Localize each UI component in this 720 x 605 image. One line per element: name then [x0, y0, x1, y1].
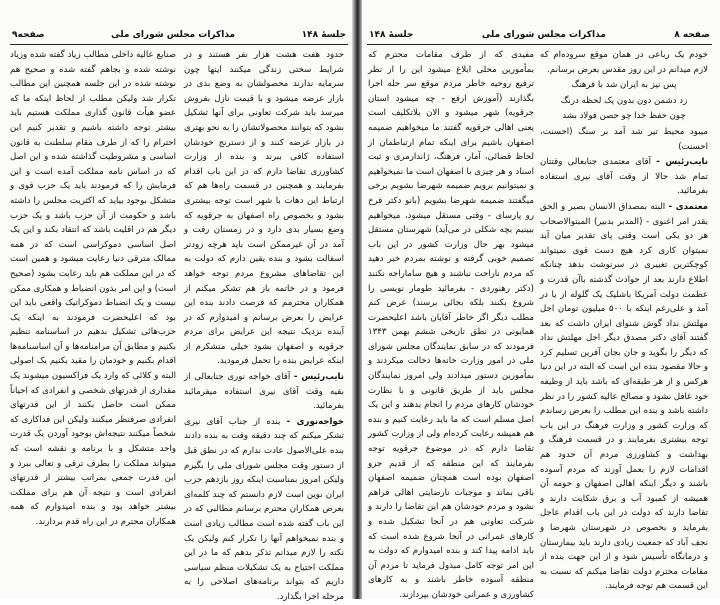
verse-line [540, 94, 708, 109]
speaker-name: نایب‌رئیس - [656, 157, 708, 168]
paragraph [540, 125, 708, 154]
paragraph-text: آقای خواجه نوری جنابعالی از بقیه وقت آقای نیری استفاده میفرمائید بفرمائید. [184, 372, 344, 412]
page-8 [361, 0, 720, 599]
text-column-left [368, 48, 534, 600]
paragraph [368, 48, 534, 603]
paragraph [184, 370, 344, 414]
paragraph [184, 415, 344, 605]
paragraph-text: حدود هفت هشت هزار نفر هستند و در شرایط سختی زندگی میکنند اینها چون سرمایه ندارند محصولشان به وضع بدی در بازار عرضه میشود و با قیمت نازل بفروش میرسد باید شرکت تعاونی برای آنها تشکیل بشود که بتوانند محصولاتشان را به نحو بهتری در بازار عرضه کنند و از دسترنج خودشان استفاده کافی ببرند و بنده از وزارت کشاورزی تقاضا دارم که در این باب اقدام بفرمایند و همچنین در قسمت راه‌ها هم که ارتباط این دهات با شهر است توجه بیشتری بشود و بخصوص راه اصفهان به جرقویه که وضع بسیار بدی دارد و در زمستان رفت و آمد در آن غیرممکن است باید هرچه زودتر اسفالت بشود و بنده یقین دارم که دولت به این تقاضاهای مشروع مردم توجه خواهد فرمود و در خاتمه باز هم تشکر میکنم از همکاران محترمم که فرصت دادند بنده این عرایض را بعرض برسانم و امیدوارم که در آینده نزدیک نتیجه این عرایض برای مردم جرقویه و اصفهان بشود خیلی متشکرم از اینکه عرایض بنده را تحمل فرمودید. [184, 50, 344, 367]
session-number: جلسهٔ ۱۴۸ [369, 30, 414, 40]
paragraph-text: مفیدی که از طرف مقامات محترم که بمأمورین محلی ابلاغ میشود این را از نظر ترفیع روحیه خاطر مردم موقع سر حله اجرا بگذارند (آموزش ارفع - چه میشود استان جرقویه) شهر میشود و الان بلاتکلیف است یعنی اهالی جرقویه گفتند ما میخواهیم ضمیمه اصفهان باشیم برای اینکه تمام ارتباطمان از لحاظ قضائی، آمار، فرهنگ، ژاندارمری و ثبت اسناد و هر چیزی با اصفهان است ما نمیخواهیم و نمیتوانیم برویم ضمیمه شهرضا بشویم برخی میگفتند ضمیمه شهرضا بشویم (بانو دکتر فرخ رو پارسای - وقتی مستقل میشود، میخواهیم ببینیم بچه شکلی در می‌آید) شهرستان مستقل میشود بهر حال وزارت کشور در این باب تصمیم خوبی گرفته و نوشته بمردم خبر دهید که مردم ناراحت نباشند و هیچ ساماراجه نکنند (دکتر رهنوردی - بفرمائید طومار نویسی را شروع بکنند بلکه بجائی برسند) عرض کنم مطلب دیگر اگر خاطر آقایان باشد اعلیحضرت همایونی در نطق تاریخی ششم بهمن ۱۳۴۳ فرمودند که در سابق نمایندگان مجلس شورای ملی در امور وزارت خانه‌ها دخالت میکردند و بمأمورین دستور میدادند ولی امروز نمایندگان مجلس باید از طریق قانونی و با نظارت خودشان کارهای مردم را انجام بدهند و این یک اصل مسلم است که ما باید رعایت کنیم و بنده هم همیشه رعایت کرده‌ام ولی از وزارت کشور تقاضا دارم که در موضوع جرقویه توجه بفرمایند که این منطقه که از قدیم جزو اصفهان بوده است همچنان ضمیمه اصفهان باقی بماند و موجبات نارضایتی اهالی فراهم نشود و مردم خودشان هم این تقاضا را دارند و شرکت تعاونی هم در آنجا تشکیل شده و کارهای عمرانی در آنجا شروع شده است که باید ادامه پیدا کند و بنده امیدوارم که دولت به این امر توجه کامل مبذول فرماید تا مردم آن منطقه آسوده خاطر باشند و به کارهای کشاورزی و عمرانی خودشان بپردازند. [368, 50, 534, 600]
book-gutter [352, 0, 362, 599]
session-number: جلسهٔ ۱۴۸ [301, 30, 346, 40]
speaker-name: معتمدی - [668, 201, 708, 212]
paragraph-text: بنده از جناب آقای نیری تشکر میکنم که چند دقیقه وقت به بنده دادند بنده علی‌الاصول عادت ندارم که در نطق قبل از دستور وقت مجلس شورای ملی را بگیرم ولیکن امروز بمناسبت اینکه روز بازدهم حزب ایران نوین است لازم دانستم که چند کلمه‌ای بعرض همکاران محترم برسانم مطالبی که در این باب گفته شده است مطالب زیادی است و بنده نمیخواهم آنها را تکرار کنم ولیکن یک نکته را لازم میدانم تذکر بدهم که ما در این مملکت احتیاج به یک تشکیلات منظم سیاسی داریم که بتواند برنامه‌های اصلاحی را به مرحله اجرا بگذارد. [184, 416, 344, 602]
speaker-name: نایب‌رئیس - [293, 372, 344, 383]
page-number: صفحه۹ [12, 30, 45, 40]
paragraph [184, 48, 344, 369]
header-rule [367, 44, 712, 45]
page-9 [0, 0, 354, 602]
text-column-right [540, 48, 708, 593]
text-column-left [10, 48, 176, 593]
paragraph-text: میبود محیط تیر شد آمد بر سنگ (احسنت، احسنت) [540, 126, 708, 152]
running-title: مذاکرات مجلس شورای ملی [111, 30, 236, 40]
speaker-name: خواجه‌نوری - [286, 416, 344, 427]
text-column-right [184, 48, 344, 602]
page-header [369, 28, 710, 42]
page-number: صفحه ۸ [674, 30, 710, 40]
running-title: مذاکرات مجلس شورای ملی [481, 30, 606, 40]
paragraph [10, 48, 176, 530]
page-header [12, 28, 346, 42]
header-rule [10, 44, 348, 45]
paragraph-text: چون حفظ خدا چو حصن فولاد بشد [562, 111, 686, 122]
paragraph-text: آقای معتمدی جنابعالی وقتتان تمام شد حالا از وقت آقای نیری استفاده بفرمائید. [540, 157, 708, 197]
paragraph [540, 155, 708, 199]
paragraph [540, 48, 708, 77]
paragraph-text: البته بمصداق الانسان بصیر و الحق بقدر امر اعنوی - (المدبر بدبیر) المبتوالاصحاب هر دو یکی است وقتی پای تقدیر میان آید نمیتوان کاری کرد هیچ دست قوی نمیتواند کوچکترین تغییری در سرنوشت بدهد چنانکه اطلاع دارند بعد از حوادث گذشته باآن قدرت و عظمت دولت آمریکا باشلیک یک گلوله از یا در آمد و علی‌رغم اینکه با ۵۰۰ میلیون تومان اجل مهلتش نداد گوش شنوای ایران داشت که بعد گفتند آقای دکتر مصدق دیگر اجل مهلتش نداد که دیگر را بگوید و جان بجان آفرین تسلیم کرد و حالا مقصود بنده این است که البته در این دنیا هرکس و از هر طبقه‌ای که باشد باید از وظیفه خود غافل نشود و مصالح عالیه کشور را در نظر داشته باشد و بنده این مطلب را بعرض رساندم که وزارت کشور و وزارت فرهنگ در این باب توجه بیشتری بفرمایند و در قسمت فرهنگ و بهداشت و کشاورزی مردم آن حدود هم اقدامات لازم را بعمل آورند که مردم آسوده باشند و دیگر اینکه اهالی اصفهان و حومه آن همیشه از کمبود آب و برق شکایت دارند و تقاضا دارند که دولت در این باب اقدام عاجل بفرماید و بخصوص در شهرستان شهرضا و نجف آباد که جمعیت زیادی دارند باید بیمارستان و درمانگاه تأسیس شود و از این جهت بنده از مقامات محترم دولت تقاضا میکنم که نسبت به این قسمت هم توجه فرمایند. [540, 201, 709, 592]
paragraph [540, 200, 708, 594]
verse-line [540, 78, 708, 93]
paragraph-text: صنایع عالیه داخلی مطالب زیاد گفته شده وزیاد نوشته شده و بجاهم گفته شده و صحیح هم نوشته شده در این جلسه همچنین این مطالب تکرار شد ولیکن مطلب از لحاظ اینکه ما که عضو هیأت قانون گذاری مملکت هستیم باید بیشتر توجه داشته باشیم و تقدیر کنیم این احترام را که از طرف مقام سلطنت به قانون اساسی و مشروطیت گذاشته شده و این اصل که در اساس نامه مملکت آمده است و این فرمایش را که فرمودند باید یک حزب قوی و متشکل بوجود بیاید که اکثریت مجلس را داشته باشد و حکومت از آن حزب باشد و یک حزب دیگر هم در اقلیت باشد که انتقاد بکند و این یک اصل اساسی دموکراسی است که در همه ممالک مترقی دنیا رعایت میشود و همین است که در این مملکت هم باید رعایت بشود (صحیح است) و این امر بدون انضباط و همکاری ممکن نیست و یک انضباط دموکراتیک واقعی باید این بود که اعلیحضرت فرمودند به اینکه یک حزب‌هائی تشکیل بدهیم در اساسنامه تنظیم بکنیم و مطابق آن مرامنامه‌ها و آن اساسنامه‌ها اقدام بکنیم و خودمان را مقید بکنیم یک اصولی البته و کلائی که وارد یک فراکسیون میشوند یک مقداری از قدرتهای شخصی و انفرادی که احیاناً ممکن است حاصل بکنند از این قدرتهای انفرادی صرفنظر میکنند ولیکن این فداکاری که شخصاً میکنند نتیجه‌اش بوجود آوردن یک قدرت واحد متشکل و با برنامه و نقشه است که میتواند مملکت را بطرف ترقی و تعالی ببرد و این قدرت جمعی بمراتب بیشتر از قدرتهای انفرادی است و نتیجه آن هم برای مملکت بیشتر خواهد بود و بنده امیدوارم که همه همکاران محترم در این راه قدم بردارند. [10, 50, 176, 527]
paragraph-text: خودم یک رباعی در همان موقع سروده‌ام که لازم میدانم در این روز مقدس بعرض برسانم. [540, 50, 708, 75]
paragraph-text: زد دشمن دون بدون یک لحظه درنگ [560, 95, 688, 106]
paragraph-text: پس نیز به ایران شد با فرهنگ [571, 80, 677, 91]
verse-line [540, 109, 708, 124]
